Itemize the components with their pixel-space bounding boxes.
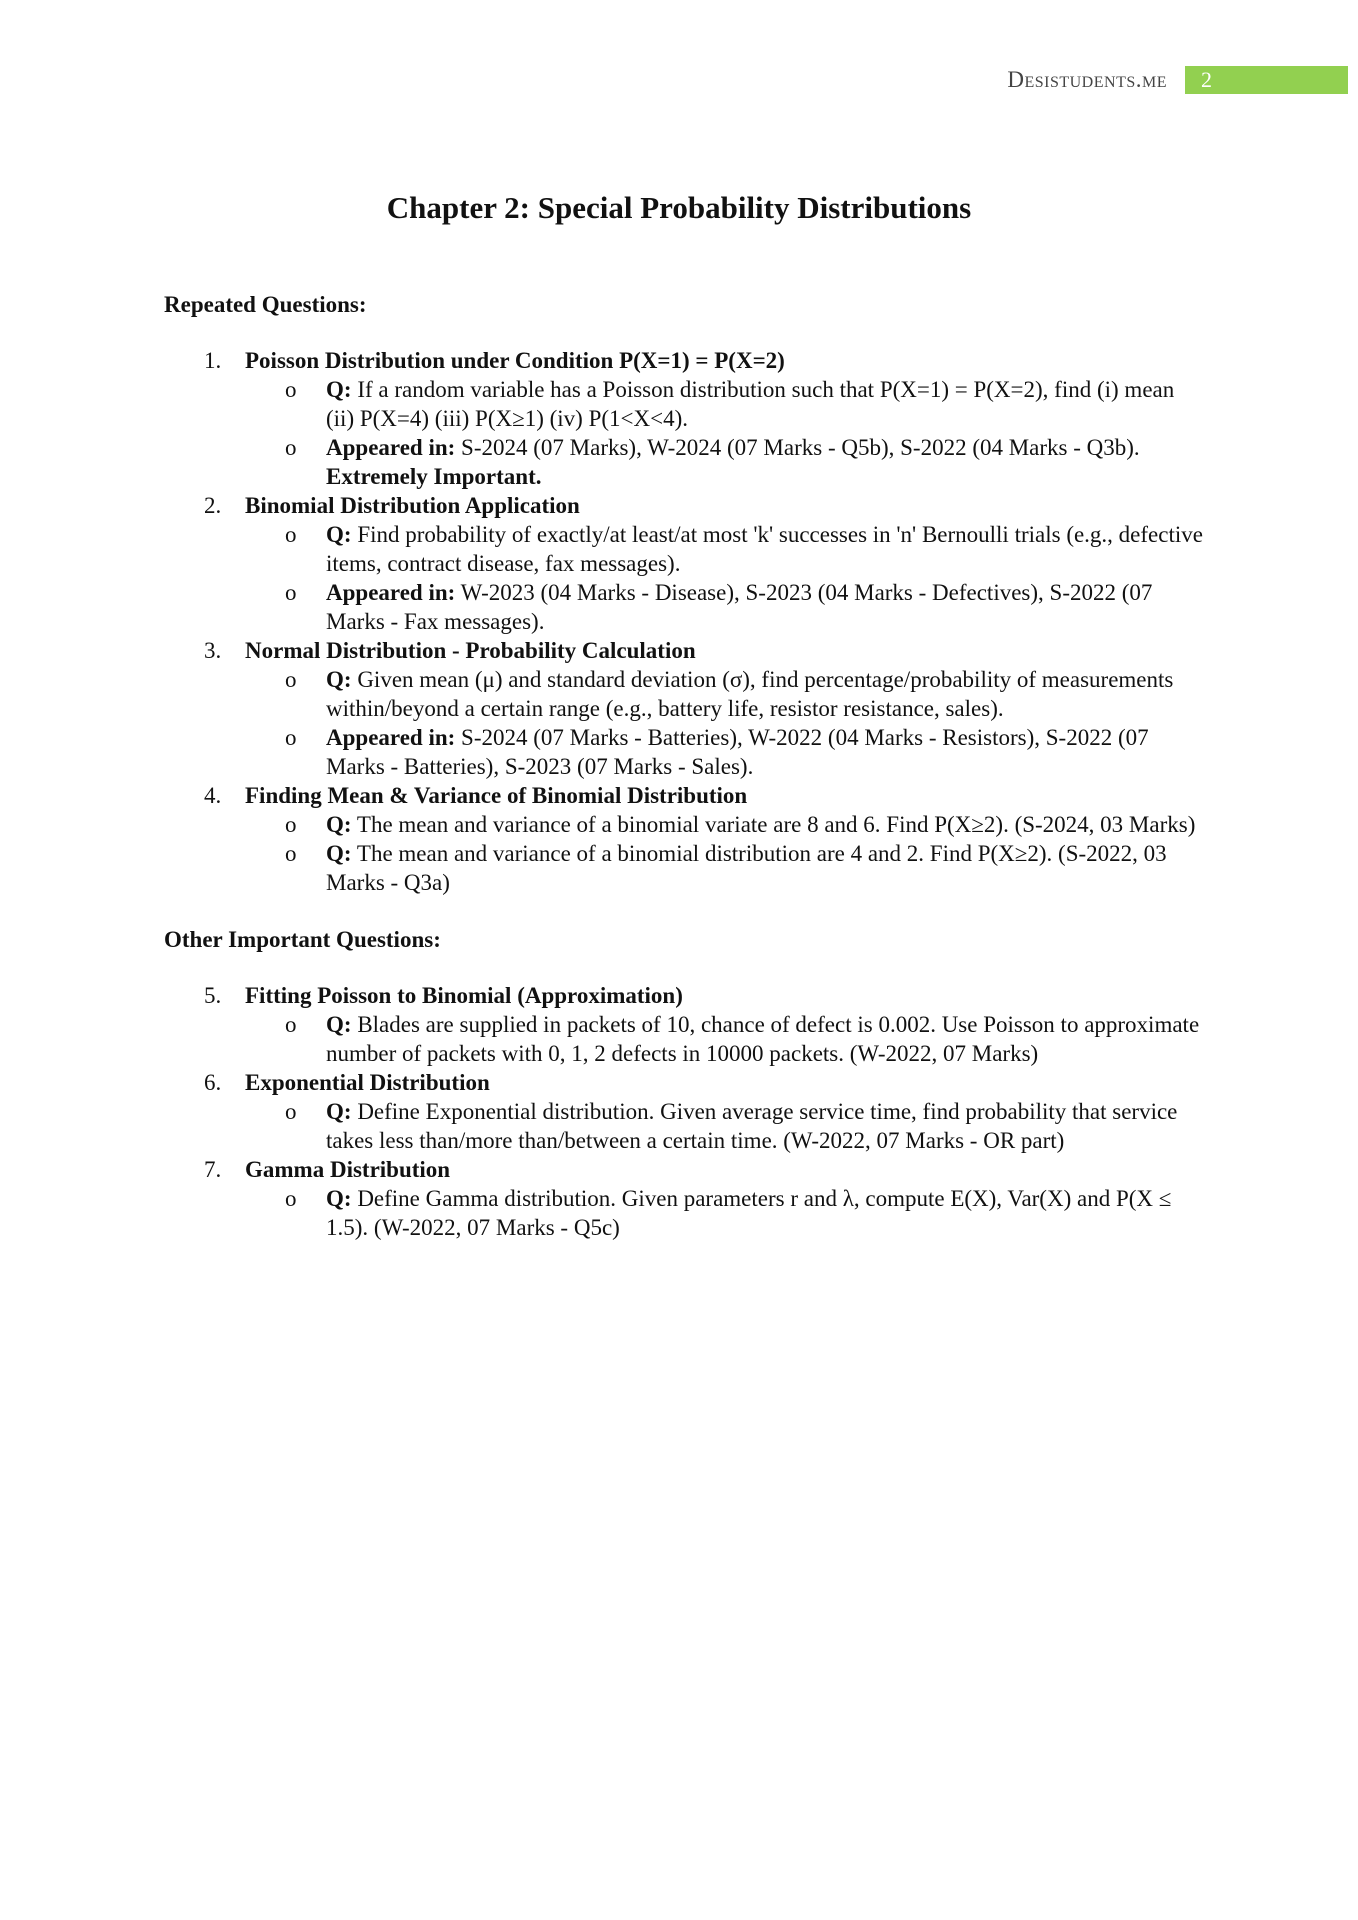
item-title: Poisson Distribution under Condition P(X=1) = P(X=2) <box>245 348 785 373</box>
sub-item <box>164 1097 1204 1155</box>
section-heading: Repeated Questions: <box>164 292 367 317</box>
bullet-marker: o <box>285 667 297 692</box>
item-number: 2. <box>204 493 222 518</box>
bullet-marker: o <box>285 1099 297 1124</box>
label: Q: <box>326 1099 352 1124</box>
item-title: Binomial Distribution Application <box>245 493 580 518</box>
text: Given mean (μ) and standard deviation (σ), find percentage/probability of measurements within/beyond a certain range (e.g., battery life, resistor resistance, sales). <box>326 667 1174 721</box>
bullet-marker: o <box>285 435 297 460</box>
page-number: 2 <box>1185 66 1348 94</box>
section-heading: Other Important Questions: <box>164 927 441 952</box>
page-title: Chapter 2: Special Probability Distributions <box>386 190 972 225</box>
sub-item <box>164 1010 1204 1068</box>
sub-item <box>164 665 1204 723</box>
list-item <box>164 781 1204 897</box>
label: Appeared in: <box>326 580 456 605</box>
sub-item <box>164 520 1204 578</box>
label: Appeared in: <box>326 725 456 750</box>
list-item <box>164 1068 1204 1155</box>
bullet-marker: o <box>285 377 297 402</box>
sub-item <box>164 810 1204 839</box>
text: Define Exponential distribution. Given average service time, find probability that service takes less than/more than/between a certain time. (W-2022, 07 Marks - OR part) <box>326 1099 1178 1153</box>
sub-item <box>164 839 1204 897</box>
label: Q: <box>326 667 352 692</box>
bullet-marker: o <box>285 725 297 750</box>
label: Q: <box>326 522 352 547</box>
text: Blades are supplied in packets of 10, chance of defect is 0.002. Use Poisson to approximate number of packets with 0, 1, 2 defects in 10000 packets. (W-2022, 07 Marks) <box>326 1012 1200 1066</box>
bullet-marker: o <box>285 1186 297 1211</box>
item-title: Exponential Distribution <box>245 1070 490 1095</box>
label: Appeared in: <box>326 435 456 460</box>
item-number: 4. <box>204 783 222 808</box>
list-item <box>164 981 1204 1068</box>
sub-item <box>164 433 1204 491</box>
bullet-marker: o <box>285 522 297 547</box>
item-title: Normal Distribution - Probability Calculation <box>245 638 696 663</box>
bullet-marker: o <box>285 812 297 837</box>
item-number: 1. <box>204 348 222 373</box>
label: Q: <box>326 1012 352 1037</box>
bullet-marker: o <box>285 1012 297 1037</box>
question-list <box>164 346 1204 897</box>
text: W-2023 (04 Marks - Disease), S-2023 (04 Marks - Defectives), S-2022 (07 Marks - Fax messages). <box>326 580 1153 634</box>
bullet-marker: o <box>285 841 297 866</box>
item-title: Finding Mean & Variance of Binomial Distribution <box>245 783 748 808</box>
text: The mean and variance of a binomial distribution are 4 and 2. Find P(X≥2). (S-2022, 03 Marks - Q3a) <box>326 841 1167 895</box>
section-repeated-questions <box>164 290 1204 897</box>
label: Q: <box>326 812 352 837</box>
list-item <box>164 346 1204 491</box>
item-title: Gamma Distribution <box>245 1157 451 1182</box>
text: Find probability of exactly/at least/at most 'k' successes in 'n' Bernoulli trials (e.g., defective items, contract disease, fax messages). <box>326 522 1203 576</box>
bullet-marker: o <box>285 580 297 605</box>
list-item <box>164 636 1204 781</box>
item-number: 5. <box>204 983 222 1008</box>
item-number: 3. <box>204 638 222 663</box>
question-list <box>164 981 1204 1242</box>
sub-item <box>164 1184 1204 1242</box>
text: S-2024 (07 Marks), W-2024 (07 Marks - Q5b), S-2022 (04 Marks - Q3b). <box>455 435 1140 460</box>
site-name: Desistudents.me <box>1007 67 1167 92</box>
sub-item <box>164 578 1204 636</box>
text: If a random variable has a Poisson distribution such that P(X=1) = P(X=2), find (i) mean (ii) P(X=4) (iii) P(X≥1) (iv) P(1<X<4). <box>326 377 1175 431</box>
item-number: 6. <box>204 1070 222 1095</box>
sub-item <box>164 375 1204 433</box>
document-body <box>164 290 1204 1242</box>
label: Q: <box>326 841 352 866</box>
text: S-2024 (07 Marks - Batteries), W-2022 (04 Marks - Resistors), S-2022 (07 Marks - Batteries), S-2023 (07 Marks - Sales). <box>326 725 1149 779</box>
text: The mean and variance of a binomial variate are 8 and 6. Find P(X≥2). (S-2024, 03 Marks) <box>351 812 1196 837</box>
label: Q: <box>326 377 352 402</box>
emphasis: Extremely Important. <box>326 464 542 489</box>
text: Define Gamma distribution. Given parameters r and λ, compute E(X), Var(X) and P(X ≤ 1.5). (W-2022, 07 Marks - Q5c) <box>326 1186 1172 1240</box>
label: Q: <box>326 1186 352 1211</box>
item-number: 7. <box>204 1157 222 1182</box>
section-other-questions <box>164 925 1204 1242</box>
list-item <box>164 1155 1204 1242</box>
page-header <box>1007 66 1348 94</box>
item-title: Fitting Poisson to Binomial (Approximation) <box>245 983 683 1008</box>
sub-item <box>164 723 1204 781</box>
list-item <box>164 491 1204 636</box>
